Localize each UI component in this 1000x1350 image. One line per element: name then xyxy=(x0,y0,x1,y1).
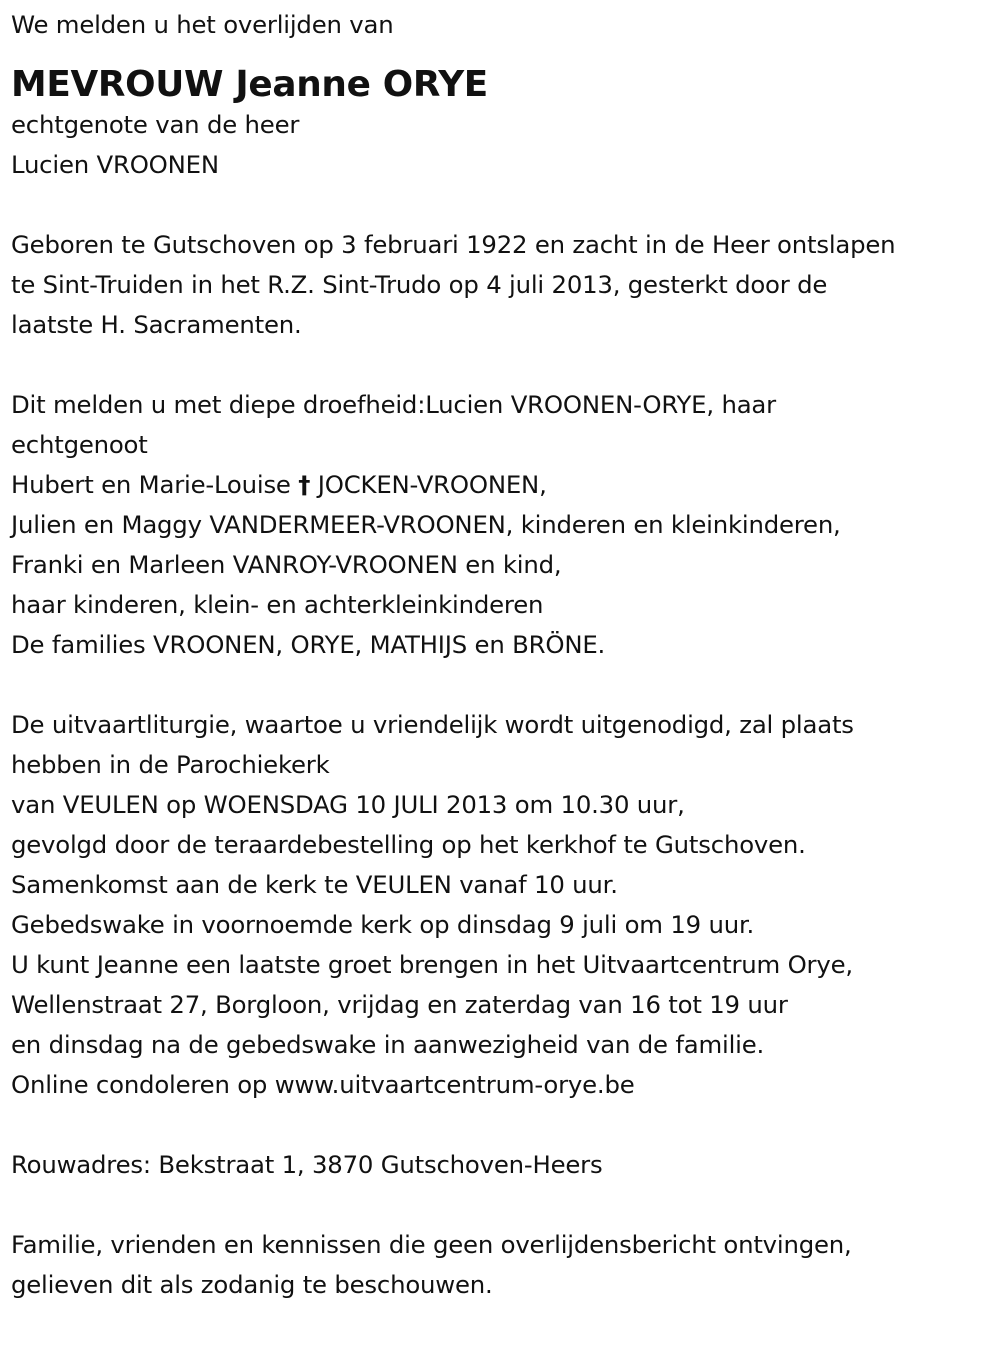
mourners-text: Hubert en Marie-Louise xyxy=(11,470,299,499)
spacer xyxy=(11,665,996,705)
spacer xyxy=(11,345,996,385)
spacer xyxy=(11,1185,996,1225)
funeral-line: en dinsdag na de gebedswake in aanwezigheid van de familie. xyxy=(11,1030,765,1059)
funeral-line: hebben in de Parochiekerk xyxy=(11,750,330,779)
funeral-line: Wellenstraat 27, Borgloon, vrijdag en zaterdag van 16 tot 19 uur xyxy=(11,990,788,1019)
mourners-line: Julien en Maggy VANDERMEER-VROONEN, kinderen en kleinkinderen, xyxy=(11,510,841,539)
funeral-line: van VEULEN op WOENSDAG 10 JULI 2013 om 10.30 uur, xyxy=(11,790,685,819)
birth-death-line: Geboren te Gutschoven op 3 februari 1922 en zacht in de Heer ontslapen xyxy=(11,230,896,259)
deceased-name: MEVROUW Jeanne ORYE xyxy=(11,64,488,105)
closing-line: gelieven dit als zodanig te beschouwen. xyxy=(11,1270,493,1299)
mourners-line: De families VROONEN, ORYE, MATHIJS en BRÖNE. xyxy=(11,630,606,659)
mourners-line: echtgenoot xyxy=(11,430,148,459)
funeral-line: U kunt Jeanne een laatste groet brengen in het Uitvaartcentrum Orye, xyxy=(11,950,853,979)
funeral-line: De uitvaartliturgie, waartoe u vriendelijk wordt uitgenodigd, zal plaats xyxy=(11,710,854,739)
condolence-website: Online condoleren op www.uitvaartcentrum-orye.be xyxy=(11,1070,635,1099)
funeral-line: Samenkomst aan de kerk te VEULEN vanaf 10 uur. xyxy=(11,870,618,899)
birth-death-line: laatste H. Sacramenten. xyxy=(11,310,302,339)
funeral-line: gevolgd door de teraardebestelling op het kerkhof te Gutschoven. xyxy=(11,830,806,859)
mourners-text: JOCKEN-VROONEN, xyxy=(310,470,547,499)
funeral-line: Gebedswake in voornoemde kerk op dinsdag 9 juli om 19 uur. xyxy=(11,910,755,939)
death-notice xyxy=(11,5,996,1305)
mourners-line: Franki en Marleen VANROY-VROONEN en kind, xyxy=(11,550,562,579)
mourning-address: Rouwadres: Bekstraat 1, 3870 Gutschoven-Heers xyxy=(11,1150,603,1179)
mourners-line: haar kinderen, klein- en achterkleinkinderen xyxy=(11,590,544,619)
mourners-line: Dit melden u met diepe droefheid:Lucien VROONEN-ORYE, haar xyxy=(11,390,776,419)
birth-death-line: te Sint-Truiden in het R.Z. Sint-Trudo op 4 juli 2013, gesterkt door de xyxy=(11,270,828,299)
intro-text: We melden u het overlijden van xyxy=(11,10,394,39)
spouse-name: Lucien VROONEN xyxy=(11,150,219,179)
spacer xyxy=(11,185,996,225)
spacer xyxy=(11,1105,996,1145)
cross-icon: † xyxy=(298,470,311,499)
closing-line: Familie, vrienden en kennissen die geen overlijdensbericht ontvingen, xyxy=(11,1230,852,1259)
mourners-line-with-cross xyxy=(11,465,996,505)
deceased-relation: echtgenote van de heer xyxy=(11,110,300,139)
